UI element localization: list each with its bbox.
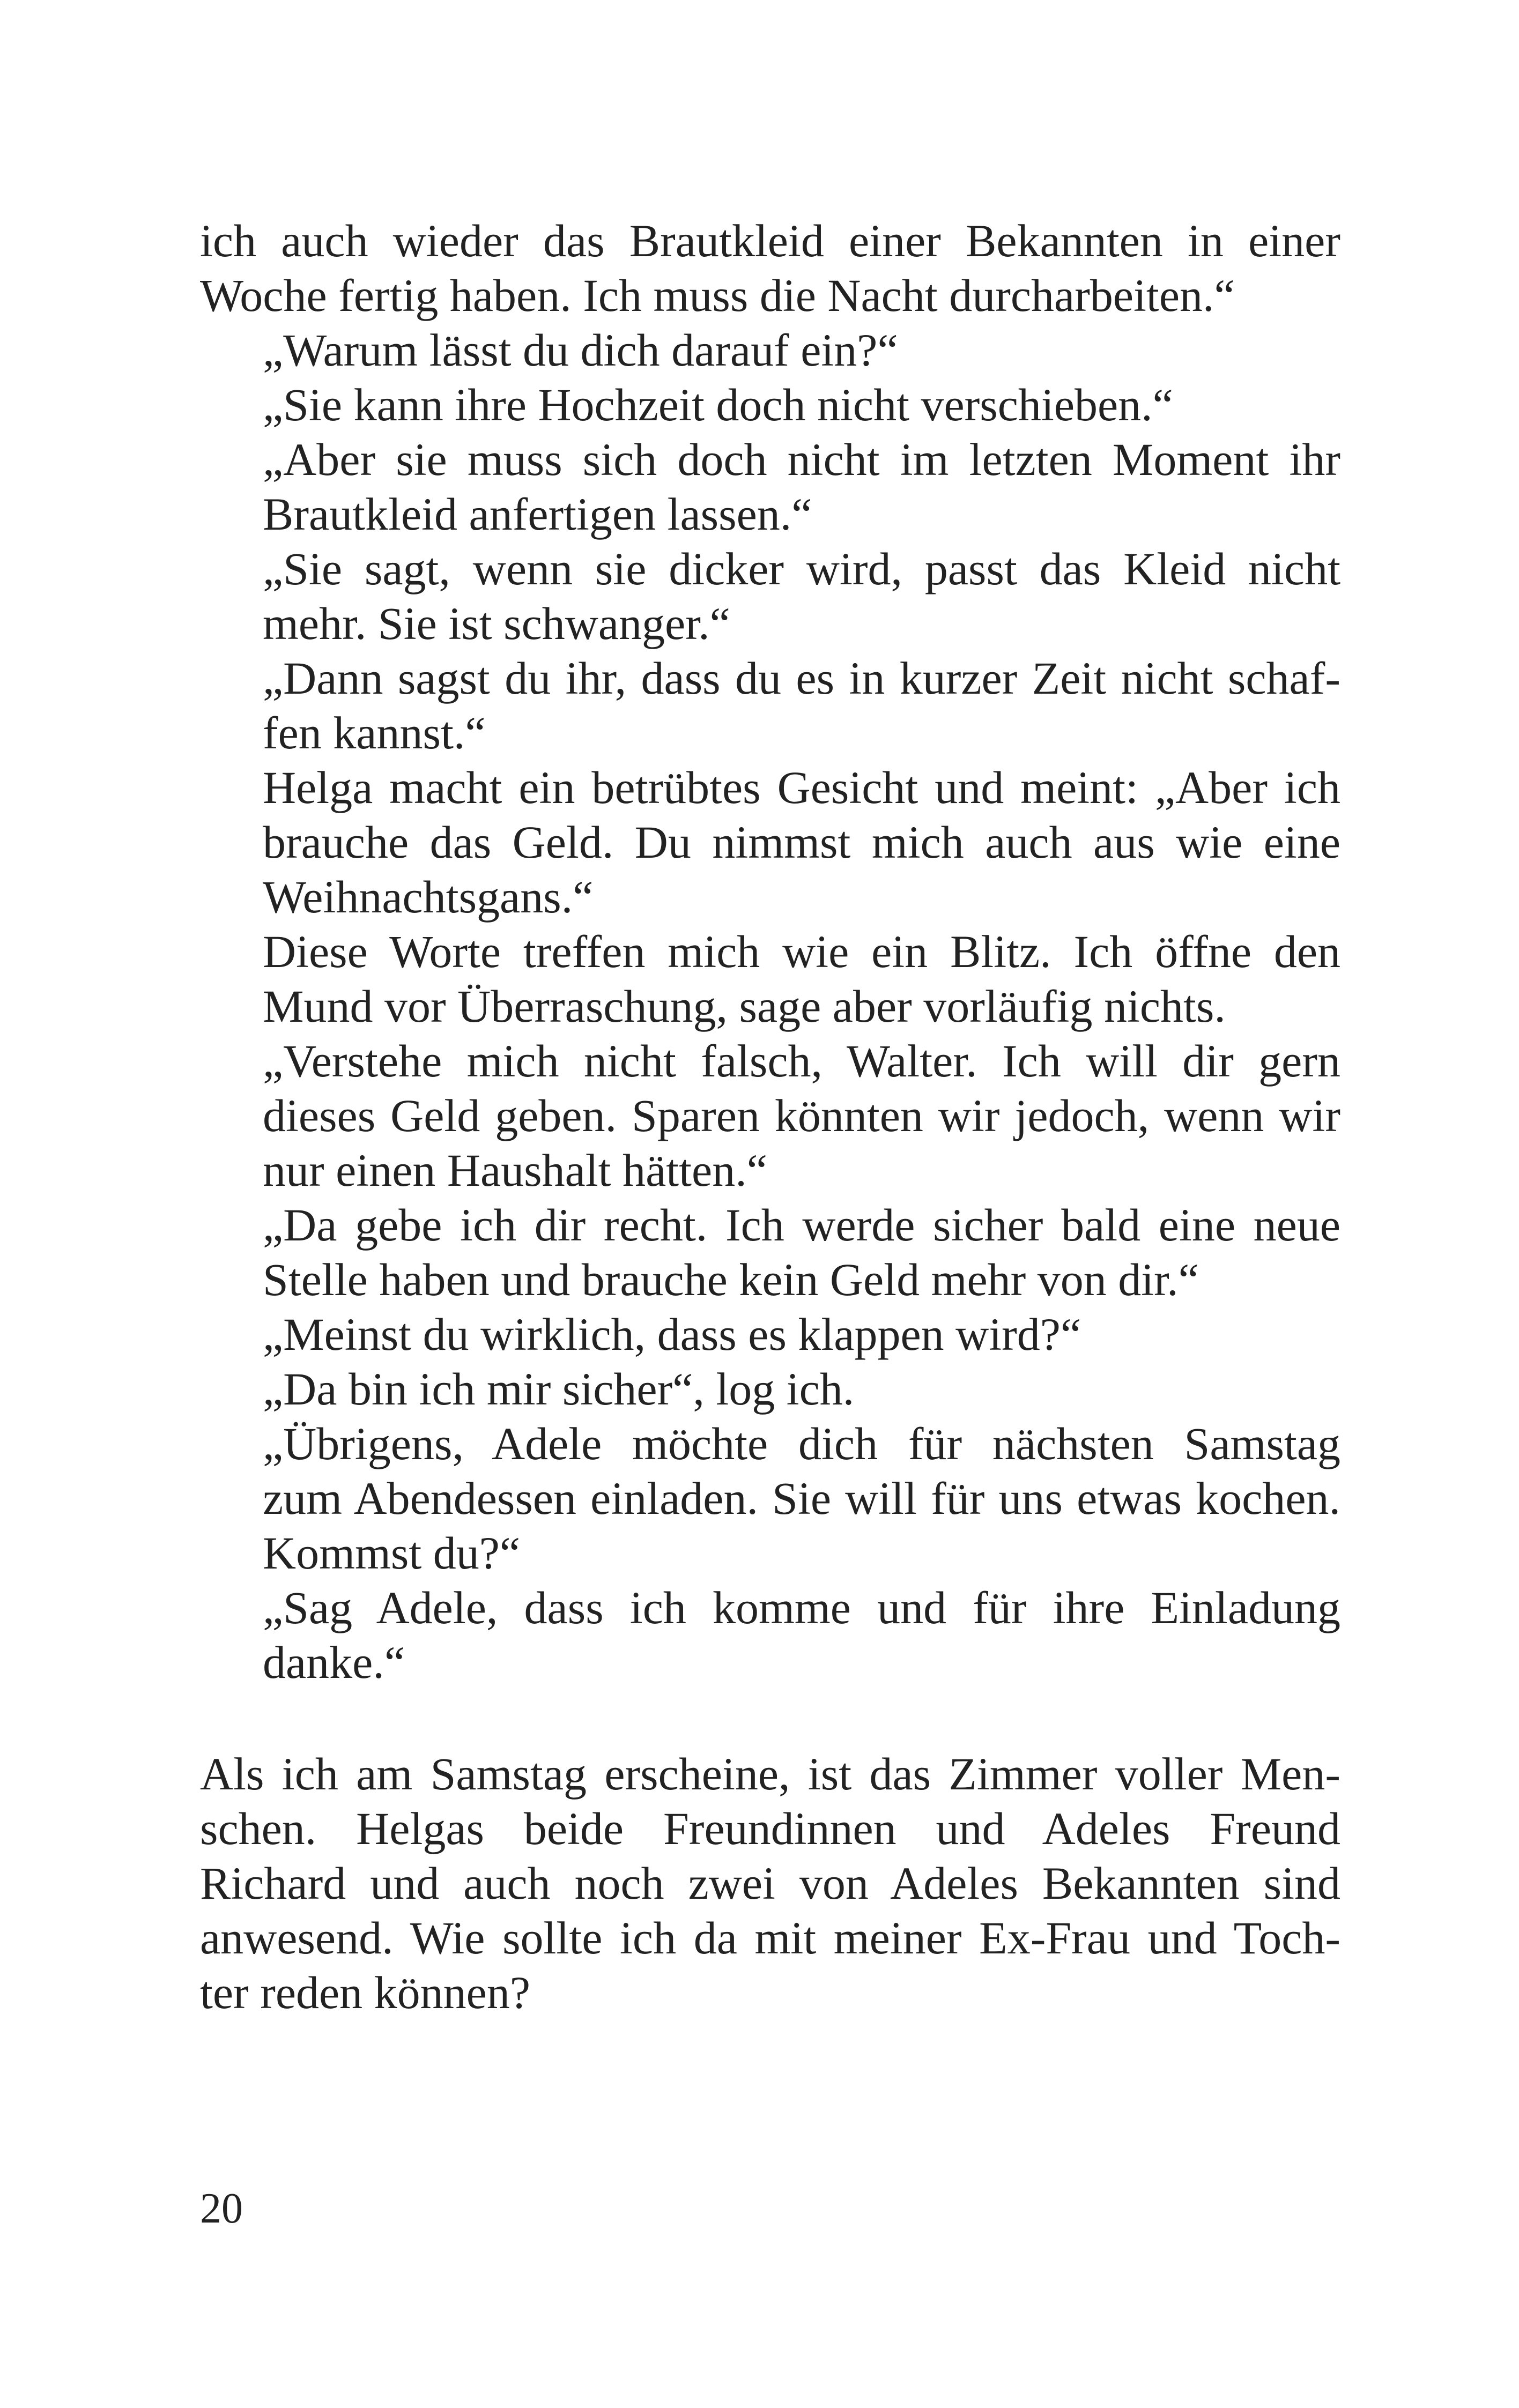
text-line: anwesend. Wie sollte ich da mit meiner Ex-Frau und Toch- <box>200 1912 1340 1964</box>
text-line: nur einen Haushalt hätten.“ <box>263 1144 767 1196</box>
text-line: Helga macht ein betrübtes Gesicht und meint: „Aber ich <box>263 762 1340 813</box>
text-line: Weihnachtsgans.“ <box>263 871 594 923</box>
text-line: dieses Geld geben. Sparen könnten wir jedoch, wenn wir <box>263 1090 1340 1141</box>
paragraph <box>200 541 1340 651</box>
paragraph <box>200 323 1340 377</box>
paragraph <box>200 760 1340 924</box>
paragraph <box>200 924 1340 1034</box>
text-line: „Warum lässt du dich darauf ein?“ <box>263 324 898 376</box>
paragraph <box>200 1746 1340 2020</box>
text-line: ich auch wieder das Brautkleid einer Bekannten in einer <box>200 215 1340 266</box>
text-line: ter reden können? <box>200 1967 531 2018</box>
text-section-1 <box>200 213 1340 1690</box>
text-line: Brautkleid anfertigen lassen.“ <box>263 488 812 540</box>
text-line: „Verstehe mich nicht falsch, Walter. Ich will dir gern <box>263 1035 1340 1087</box>
text-line: Mund vor Überraschung, sage aber vorläufig nichts. <box>263 980 1226 1032</box>
page-number: 20 <box>200 2185 243 2232</box>
paragraph <box>200 1362 1340 1416</box>
paragraph <box>200 377 1340 432</box>
paragraph <box>200 432 1340 541</box>
paragraph <box>200 1307 1340 1362</box>
text-line: „Da bin ich mir sicher“, log ich. <box>263 1363 855 1415</box>
paragraph <box>200 1198 1340 1307</box>
text-line: danke.“ <box>263 1637 405 1688</box>
text-section-2 <box>200 1746 1340 2020</box>
text-line: Kommst du?“ <box>263 1527 521 1579</box>
text-line: fen kannst.“ <box>263 707 486 759</box>
paragraph <box>200 1580 1340 1690</box>
text-line: Richard und auch noch zwei von Adeles Bekannten sind <box>200 1857 1340 1909</box>
text-line: schen. Helgas beide Freundinnen und Adeles Freund <box>200 1803 1340 1854</box>
text-line: „Sag Adele, dass ich komme und für ihre Einladung <box>263 1582 1340 1633</box>
text-line: „Da gebe ich dir recht. Ich werde sicher bald eine neue <box>263 1199 1340 1251</box>
paragraph <box>200 213 1340 323</box>
text-line: „Sie sagt, wenn sie dicker wird, passt das Kleid nicht <box>263 543 1340 594</box>
text-line: „Sie kann ihre Hochzeit doch nicht verschieben.“ <box>263 379 1173 430</box>
text-line: „Übrigens, Adele möchte dich für nächsten Samstag <box>263 1418 1340 1469</box>
text-line: Woche fertig haben. Ich muss die Nacht durcharbeiten.“ <box>200 270 1235 321</box>
text-line: Diese Worte treffen mich wie ein Blitz. Ich öffne den <box>263 926 1340 977</box>
text-line: „Aber sie muss sich doch nicht im letzten Moment ihr <box>263 434 1340 485</box>
text-line: Als ich am Samstag erscheine, ist das Zimmer voller Men- <box>200 1748 1340 1800</box>
paragraph <box>200 1416 1340 1580</box>
text-line: Stelle haben und brauche kein Geld mehr von dir.“ <box>263 1254 1199 1305</box>
text-line: brauche das Geld. Du nimmst mich auch aus wie eine <box>263 816 1340 868</box>
text-line: „Dann sagst du ihr, dass du es in kurzer Zeit nicht schaf- <box>263 652 1340 704</box>
paragraph <box>200 1034 1340 1198</box>
paragraph <box>200 651 1340 760</box>
text-line: mehr. Sie ist schwanger.“ <box>263 598 730 649</box>
text-line: „Meinst du wirklich, dass es klappen wird?“ <box>263 1309 1081 1360</box>
text-line: zum Abendessen einladen. Sie will für uns etwas kochen. <box>263 1473 1340 1524</box>
